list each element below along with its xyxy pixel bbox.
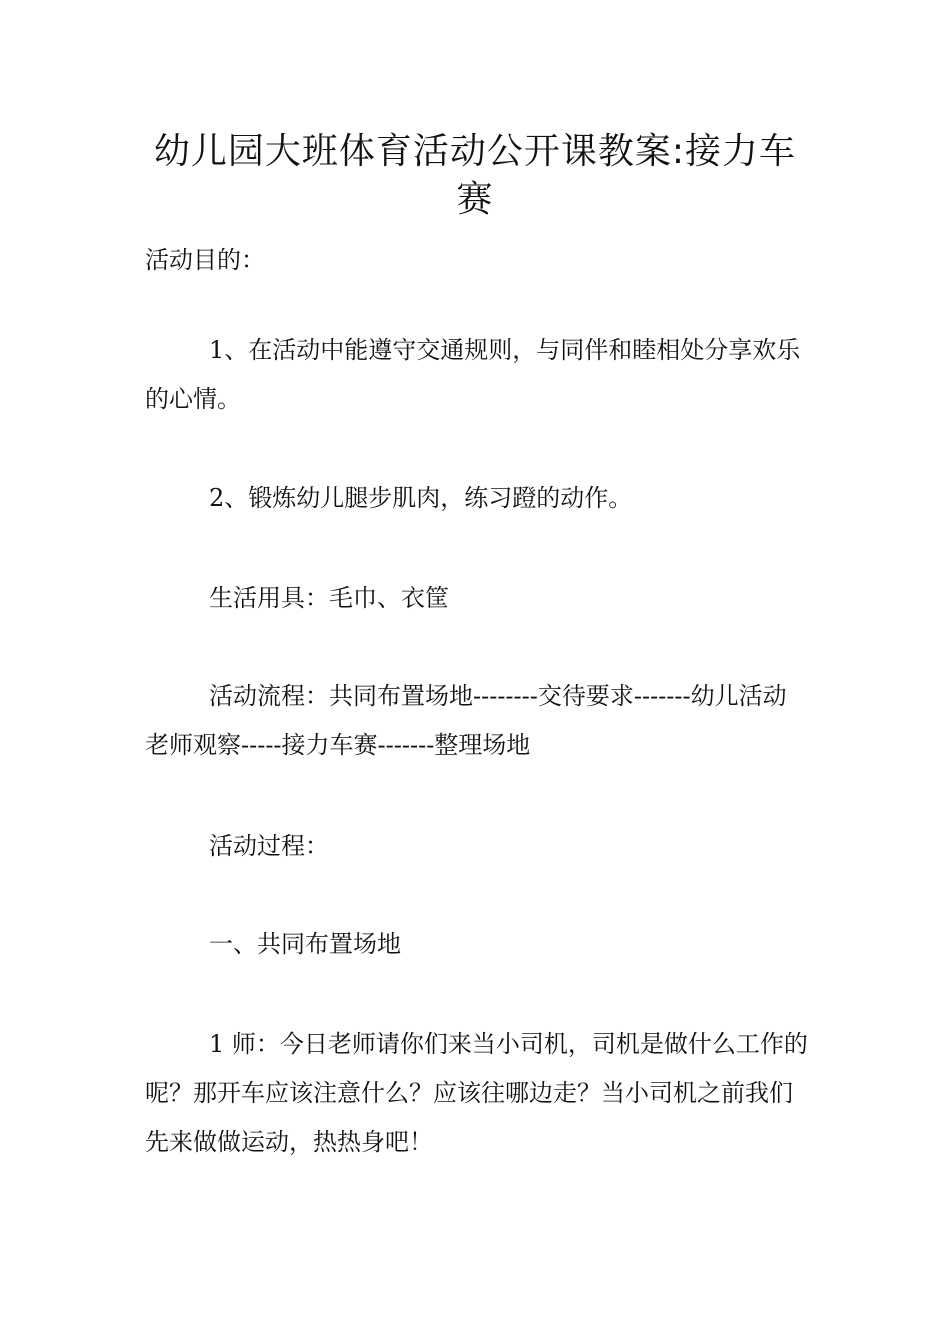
paragraph-activity-flow: 活动流程：共同布置场地--------交待要求-------幼儿活动老师观察-----接力车赛-------整理场地 (145, 682, 787, 759)
paragraph-goal-1: 1、在活动中能遵守交通规则，与同伴和睦相处分享欢乐的心情。 (145, 336, 801, 413)
paragraph-activity-goal-heading: 活动目的： (145, 246, 265, 274)
document-title: 幼儿园大班体育活动公开课教案:接力车赛 (153, 131, 797, 220)
paragraph-process-heading: 活动过程： (209, 832, 329, 860)
paragraph-goal-2: 2、锻炼幼儿腿步肌肉，练习蹬的动作。 (209, 484, 633, 512)
paragraph-supplies: 生活用具：毛巾、衣筐 (209, 584, 449, 612)
paragraph-teacher-instruction: 1 师：今日老师请你们来当小司机，司机是做什么工作的呢？那开车应该注意什么？应该往哪边走？当小司机之前我们先来做做运动，热热身吧！ (145, 1030, 808, 1156)
paragraph-section-1-heading: 一、共同布置场地 (209, 930, 401, 958)
